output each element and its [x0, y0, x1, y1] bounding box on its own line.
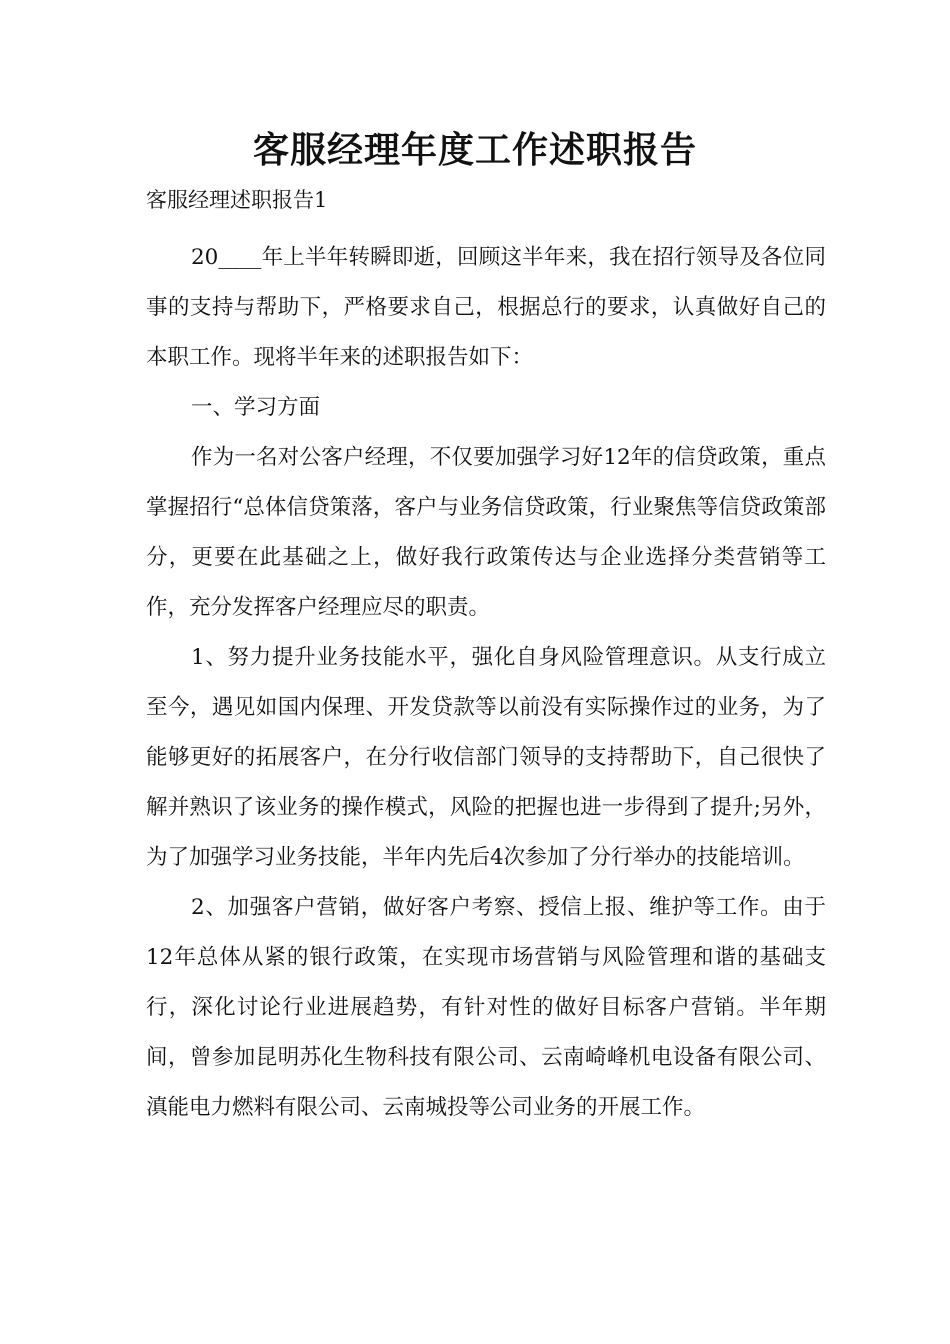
paragraph-point-1: 1、努力提升业务技能水平，强化自身风险管理意识。从支行成立至今，遇见如国内保理、开发贷款等以前没有实际操作过的业务，为了能够更好的拓展客户，在分行收信部门领导的支持帮助下，自己很快了解并熟识了该业务的操作模式，风险的把握也进一步得到了提升;另外，为了加强学习业务技能，半年内先后4次参加了分行举办的技能培训。: [146, 645, 826, 870]
document-title: 客服经理年度工作述职报告: [252, 130, 697, 171]
paragraph-study: 作为一名对公客户经理，不仅要加强学习好12年的信贷政策，重点掌握招行“总体信贷策落，客户与业务信贷政策，行业聚焦等信贷政策部分，更要在此基础之上，做好我行政策传达与企业选择分类营销等工作，充分发挥客户经理应尽的职责。: [146, 445, 826, 620]
paragraph-intro: 20____年上半年转瞬即逝，回顾这半年来，我在招行领导及各位同事的支持与帮助下，严格要求自己，根据总行的要求，认真做好自己的本职工作。现将半年来的述职报告如下：: [146, 245, 826, 370]
paragraph-point-2: 2、加强客户营销，做好客户考察、授信上报、维护等工作。由于12年总体从紧的银行政策，在实现市场营销与风险管理和谐的基础支行，深化讨论行业进展趋势，有针对性的做好目标客户营销。半年期间，曾参加昆明苏化生物科技有限公司、云南崎峰机电设备有限公司、滇能电力燃料有限公司、云南城投等公司业务的开展工作。: [146, 895, 826, 1120]
section-heading-study: 一、学习方面: [191, 395, 321, 420]
document-body: [146, 233, 826, 1133]
document-subtitle: 客服经理述职报告1: [146, 188, 328, 212]
